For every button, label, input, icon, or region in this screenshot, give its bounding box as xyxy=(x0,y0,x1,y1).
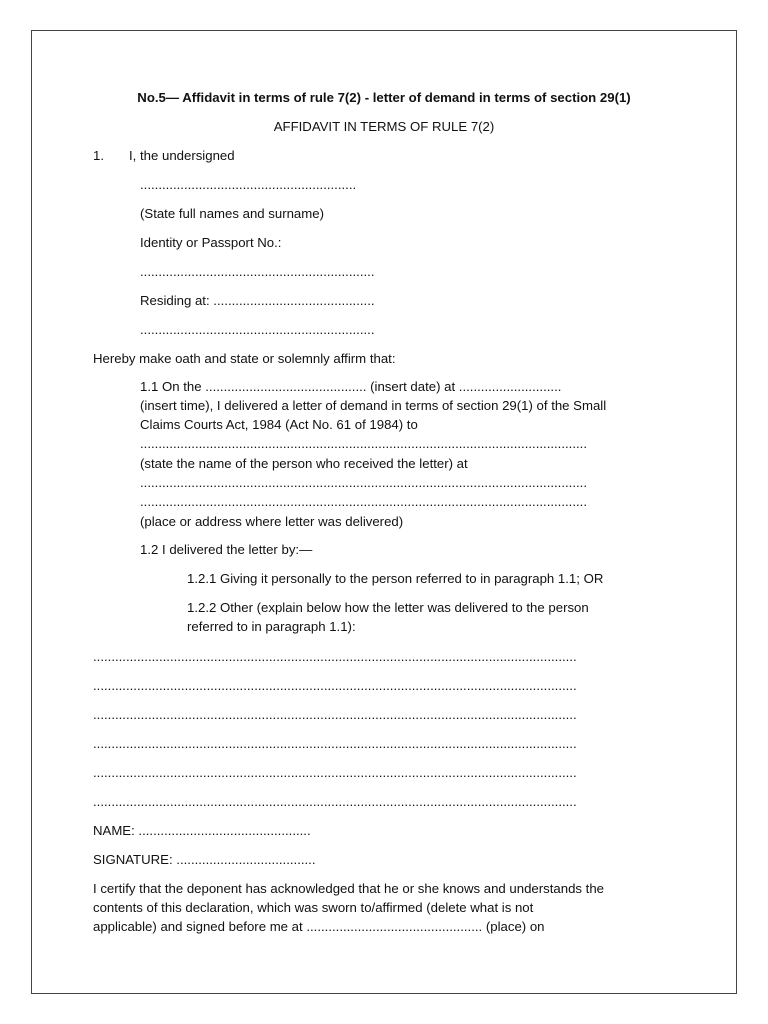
residing-blank: ................................................................ xyxy=(140,322,375,337)
para-1-1-line-1: 1.1 On the ............................................ (insert date) at ............................ xyxy=(140,379,562,394)
names-blank: ........................................................... xyxy=(140,177,357,192)
names-hint: (State full names and surname) xyxy=(140,206,324,221)
para-1-2: 1.2 I delivered the letter by:— xyxy=(140,542,313,557)
para1-number: 1. xyxy=(93,148,104,163)
recipient-blank: .......................................................................................................................... xyxy=(140,436,587,451)
explain-line: .................................................................................................................................... xyxy=(93,649,577,664)
document-subtitle: AFFIDAVIT IN TERMS OF RULE 7(2) xyxy=(273,119,495,134)
address-blank-1: .......................................................................................................................... xyxy=(140,475,587,490)
signature-field: SIGNATURE: ...................................... xyxy=(93,852,316,867)
explain-line: .................................................................................................................................... xyxy=(93,794,577,809)
explain-line: .................................................................................................................................... xyxy=(93,765,577,780)
oath-statement: Hereby make oath and state or solemnly affirm that: xyxy=(93,351,396,366)
para-1-1-line-3: Claims Courts Act, 1984 (Act No. 61 of 1984) to xyxy=(140,417,418,432)
name-field: NAME: ............................................... xyxy=(93,823,311,838)
para-1-2-2-line-2: referred to in paragraph 1.1): xyxy=(187,619,356,634)
para-1-1-line-2: (insert time), I delivered a letter of demand in terms of section 29(1) of the Small xyxy=(140,398,607,413)
certify-line-3: applicable) and signed before me at ................................................ (place) on xyxy=(93,919,545,934)
para-1-1-line-4: (state the name of the person who received the letter) at xyxy=(140,456,468,471)
para-1-1-line-5: (place or address where letter was delivered) xyxy=(140,514,404,529)
address-blank-2: .......................................................................................................................... xyxy=(140,494,587,509)
para-1-2-2-line-1: 1.2.2 Other (explain below how the letter was delivered to the person xyxy=(187,600,589,615)
id-label: Identity or Passport No.: xyxy=(140,235,282,250)
document-page xyxy=(31,30,737,994)
explain-line: .................................................................................................................................... xyxy=(93,707,577,722)
explain-line: .................................................................................................................................... xyxy=(93,736,577,751)
id-blank: ................................................................ xyxy=(140,264,375,279)
para-1-2-1: 1.2.1 Giving it personally to the person referred to in paragraph 1.1; OR xyxy=(187,571,604,586)
certify-line-2: contents of this declaration, which was sworn to/affirmed (delete what is not xyxy=(93,900,534,915)
residing-label: Residing at: ............................................ xyxy=(140,293,375,308)
para1-text: I, the undersigned xyxy=(129,148,235,163)
document-title: No.5— Affidavit in terms of rule 7(2) - letter of demand in terms of section 29(1) xyxy=(137,90,631,105)
explain-line: .................................................................................................................................... xyxy=(93,678,577,693)
certify-line-1: I certify that the deponent has acknowledged that he or she knows and understands the xyxy=(93,881,604,896)
